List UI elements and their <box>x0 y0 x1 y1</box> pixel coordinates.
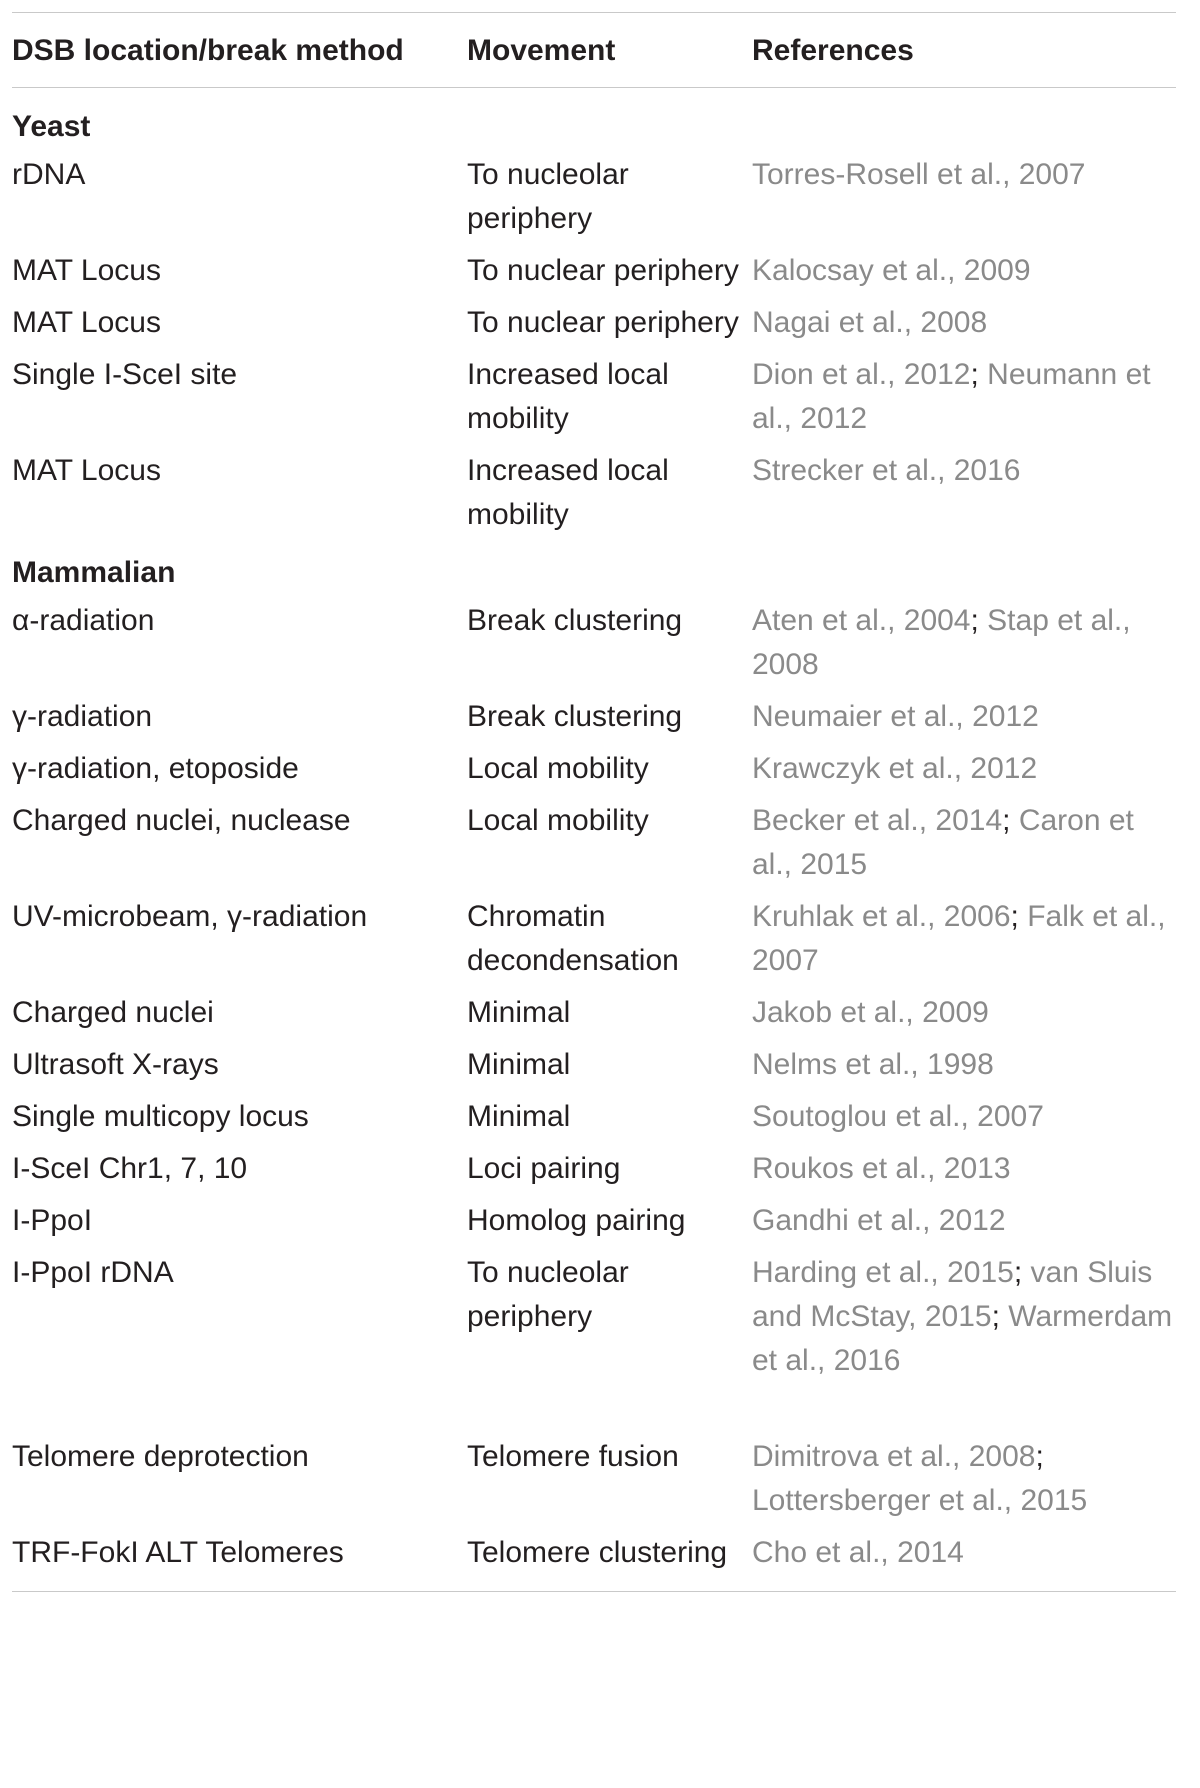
table-row <box>12 1431 1176 1527</box>
reference-link[interactable]: Harding et al., 2015 <box>752 1256 1014 1289</box>
cell-movement: Homolog pairing <box>467 1204 686 1237</box>
cell-references <box>752 691 1176 743</box>
group-row <box>12 541 1176 595</box>
cell-location: Single multicopy locus <box>12 1100 309 1133</box>
reference-link[interactable]: Warmerdam et al., 2016 <box>752 1300 1173 1377</box>
cell-location: I-SceI Chr1, 7, 10 <box>12 1152 248 1185</box>
table-row <box>12 297 1176 349</box>
cell-movement: Break clustering <box>467 604 683 637</box>
header-rule <box>12 87 1176 88</box>
table-row <box>12 1143 1176 1195</box>
cell-movement: Telomere fusion <box>467 1440 679 1473</box>
table-row <box>12 245 1176 297</box>
cell-movement: Minimal <box>467 1100 571 1133</box>
cell-references <box>752 245 1176 297</box>
cell-location: Telomere deprotection <box>12 1440 309 1473</box>
reference-separator: ; <box>970 358 988 391</box>
cell-location: MAT Locus <box>12 306 161 339</box>
dsb-movement-table <box>12 13 1176 1591</box>
cell-location: TRF-FokI ALT Telomeres <box>12 1536 344 1569</box>
reference-link[interactable]: Kalocsay et al., 2009 <box>752 254 1031 287</box>
table-row <box>12 1039 1176 1091</box>
header-references: References <box>752 34 914 67</box>
table-row <box>12 1247 1176 1431</box>
reference-link[interactable]: Soutoglou et al., 2007 <box>752 1100 1044 1133</box>
cell-location: Charged nuclei <box>12 996 214 1029</box>
reference-separator: ; <box>1010 900 1028 933</box>
reference-link[interactable]: Jakob et al., 2009 <box>752 996 989 1029</box>
cell-movement: Loci pairing <box>467 1152 621 1185</box>
cell-references <box>752 1039 1176 1091</box>
cell-location: Single I-SceI site <box>12 358 238 391</box>
group-label: Mammalian <box>12 556 176 589</box>
cell-movement: Break clustering <box>467 700 683 733</box>
reference-link[interactable]: Neumann et al., 2012 <box>752 358 1151 435</box>
cell-location: Ultrasoft X-rays <box>12 1048 219 1081</box>
group-row <box>12 87 1176 149</box>
table-row <box>12 891 1176 987</box>
reference-link[interactable]: Aten et al., 2004 <box>752 604 971 637</box>
table-container <box>12 12 1176 1592</box>
cell-references <box>752 445 1176 541</box>
cell-references <box>752 1527 1176 1591</box>
reference-link[interactable]: Falk et al., 2007 <box>752 900 1166 977</box>
cell-movement: To nuclear periphery <box>467 254 739 287</box>
reference-separator: ; <box>991 1300 1009 1333</box>
cell-references <box>752 891 1176 987</box>
table-row <box>12 987 1176 1039</box>
reference-link[interactable]: Torres-Rosell et al., 2007 <box>752 158 1086 191</box>
header-row <box>12 13 1176 87</box>
cell-location: I-PpoI <box>12 1204 93 1237</box>
cell-location: γ-radiation <box>12 700 153 733</box>
table-body <box>12 87 1176 1591</box>
reference-separator: ; <box>970 604 988 637</box>
reference-link[interactable]: Dimitrova et al., 2008 <box>752 1440 1036 1473</box>
reference-link[interactable]: Nelms et al., 1998 <box>752 1048 994 1081</box>
group-label: Yeast <box>12 110 91 143</box>
cell-references <box>752 795 1176 891</box>
reference-link[interactable]: Becker et al., 2014 <box>752 804 1003 837</box>
cell-location: γ-radiation, etoposide <box>12 752 299 785</box>
reference-link[interactable]: Dion et al., 2012 <box>752 358 971 391</box>
cell-location: α-radiation <box>12 604 155 637</box>
reference-link[interactable]: Krawczyk et al., 2012 <box>752 752 1038 785</box>
reference-link[interactable]: Stap et al., 2008 <box>752 604 1131 681</box>
cell-movement: Minimal <box>467 1048 571 1081</box>
cell-location: Charged nuclei, nuclease <box>12 804 351 837</box>
cell-references <box>752 149 1176 245</box>
cell-movement: Chromatin decondensation <box>467 900 679 977</box>
table-row <box>12 1527 1176 1591</box>
reference-link[interactable]: van Sluis and McStay, 2015 <box>752 1256 1153 1333</box>
reference-link[interactable]: Lottersberger et al., 2015 <box>752 1484 1088 1517</box>
reference-link[interactable]: Caron et al., 2015 <box>752 804 1134 881</box>
cell-location: rDNA <box>12 158 86 191</box>
cell-references <box>752 743 1176 795</box>
header-location: DSB location/break method <box>12 34 404 67</box>
reference-link[interactable]: Kruhlak et al., 2006 <box>752 900 1011 933</box>
cell-references <box>752 1143 1176 1195</box>
cell-references <box>752 1195 1176 1247</box>
cell-movement: To nucleolar periphery <box>467 158 629 235</box>
cell-movement: Increased local mobility <box>467 358 669 435</box>
cell-references <box>752 297 1176 349</box>
table-row <box>12 349 1176 445</box>
reference-separator: ; <box>1013 1256 1031 1289</box>
header-movement: Movement <box>467 34 616 67</box>
cell-movement: To nuclear periphery <box>467 306 739 339</box>
cell-references <box>752 1431 1176 1527</box>
cell-movement: Increased local mobility <box>467 454 669 531</box>
table-row <box>12 743 1176 795</box>
reference-link[interactable]: Neumaier et al., 2012 <box>752 700 1039 733</box>
cell-references <box>752 987 1176 1039</box>
cell-location: MAT Locus <box>12 454 161 487</box>
table-row <box>12 445 1176 541</box>
cell-movement: Local mobility <box>467 804 649 837</box>
table-row <box>12 1195 1176 1247</box>
reference-link[interactable]: Cho et al., 2014 <box>752 1536 964 1569</box>
cell-location: MAT Locus <box>12 254 161 287</box>
cell-references <box>752 1247 1176 1431</box>
table-row <box>12 149 1176 245</box>
reference-link[interactable]: Gandhi et al., 2012 <box>752 1204 1006 1237</box>
cell-movement: To nucleolar periphery <box>467 1256 629 1333</box>
cell-movement: Minimal <box>467 996 571 1029</box>
cell-references <box>752 349 1176 445</box>
cell-location: I-PpoI rDNA <box>12 1256 174 1289</box>
cell-movement: Telomere clustering <box>467 1536 728 1569</box>
table-row <box>12 1091 1176 1143</box>
reference-link[interactable]: Nagai et al., 2008 <box>752 306 988 339</box>
table-row <box>12 691 1176 743</box>
cell-references <box>752 595 1176 691</box>
cell-location: UV-microbeam, γ-radiation <box>12 900 368 933</box>
table-row <box>12 595 1176 691</box>
cell-references <box>752 1091 1176 1143</box>
reference-link[interactable]: Strecker et al., 2016 <box>752 454 1021 487</box>
reference-link[interactable]: Roukos et al., 2013 <box>752 1152 1011 1185</box>
cell-movement: Local mobility <box>467 752 649 785</box>
reference-separator: ; <box>1035 1440 1044 1473</box>
reference-separator: ; <box>1002 804 1019 837</box>
bottom-rule <box>12 1591 1176 1592</box>
table-row <box>12 795 1176 891</box>
